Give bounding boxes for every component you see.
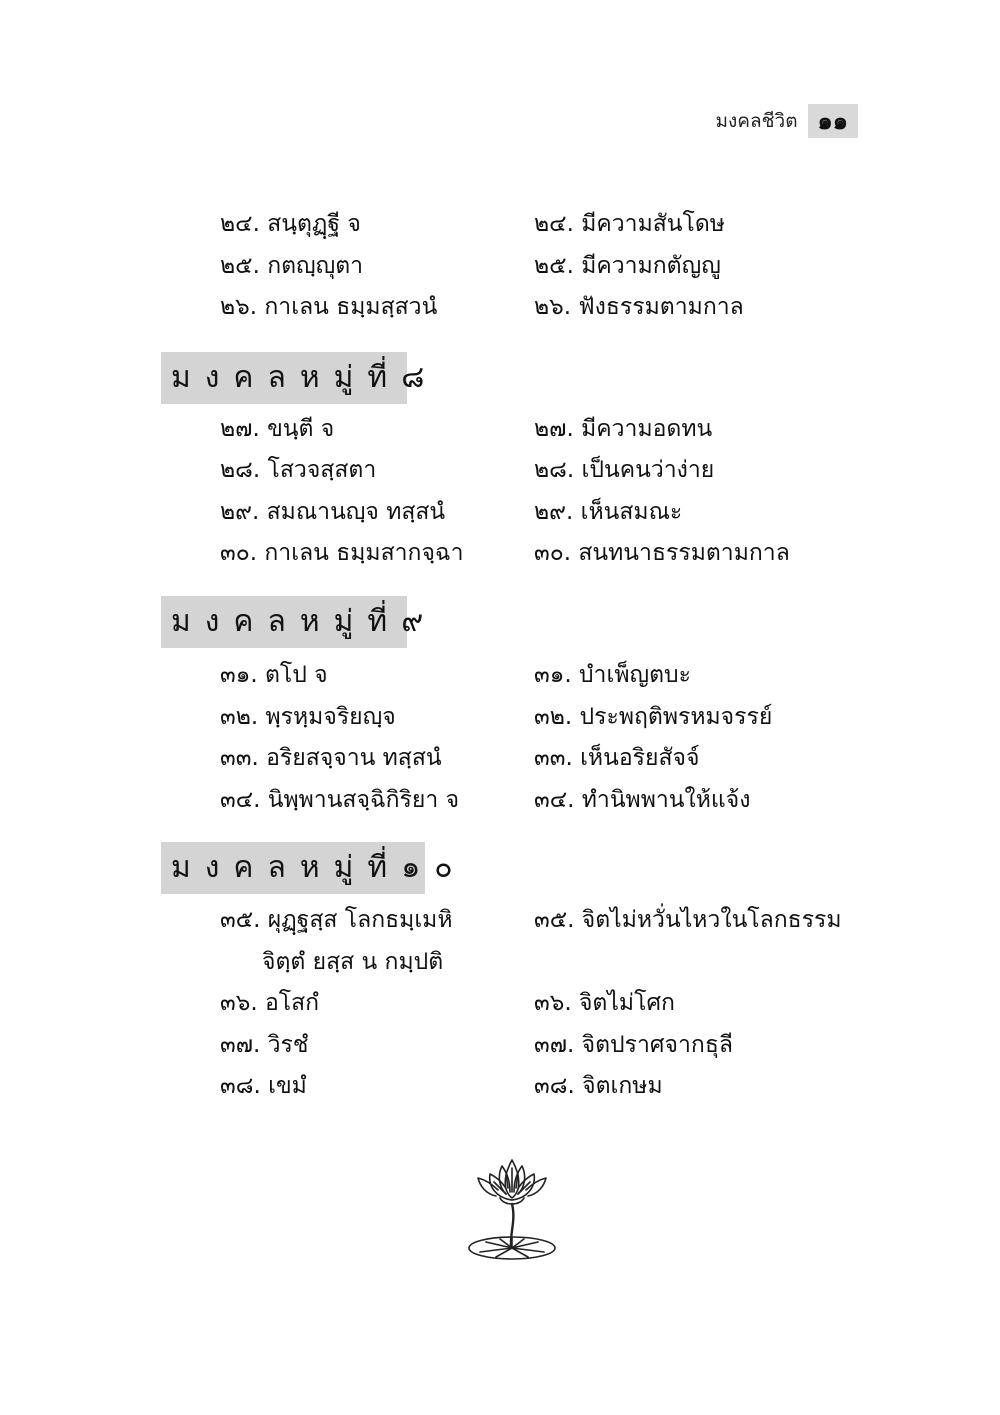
pali-text: ๓๗. วิรชํ <box>220 1032 309 1058</box>
pali-text: ๒๕. กตญฺญุตา <box>220 253 364 279</box>
page-header <box>715 104 858 138</box>
pali-text: ๓๓. อริยสจฺจาน ทสฺสนํ <box>220 745 442 771</box>
verse-row <box>0 983 1000 1023</box>
verse-row <box>0 246 1000 286</box>
verse-row <box>0 533 1000 573</box>
pali-text: ๒๙. สมณานญฺจ ทสฺสนํ <box>220 499 446 525</box>
thai-text: ๓๑. บำเพ็ญตบะ <box>534 662 691 688</box>
verse-row <box>0 409 1000 449</box>
verse-row-continuation <box>0 942 1000 982</box>
thai-text: ๓๗. จิตปราศจากธุลี <box>534 1032 733 1058</box>
thai-text: ๒๘. เป็นคนว่าง่าย <box>534 457 715 483</box>
verse-row <box>0 1066 1000 1106</box>
thai-text: ๓๖. จิตไม่โศก <box>534 990 675 1016</box>
verse-row <box>0 492 1000 532</box>
running-title: มงคลชีวิต <box>715 110 798 132</box>
thai-text: ๒๔. มีความสันโดษ <box>534 211 725 237</box>
verse-row <box>0 697 1000 737</box>
pali-text: ๒๔. สนฺตุฏฺฐี จ <box>220 211 361 237</box>
verse-row <box>0 450 1000 490</box>
thai-text: ๓๓. เห็นอริยสัจจ์ <box>534 745 700 771</box>
thai-text: ๒๖. ฟังธรรมตามกาล <box>534 294 744 320</box>
pali-text: ๓๕. ผุฏฺฐสฺส โลกธมฺเมหิ <box>220 907 453 933</box>
verse-row <box>0 655 1000 695</box>
thai-text: ๓๐. สนทนาธรรมตามกาล <box>534 540 790 566</box>
group-heading-9: มงคลหมู่ที่๙ <box>161 596 407 648</box>
pali-text: ๓๔. นิพฺพานสจฺฉิกิริยา จ <box>220 787 460 813</box>
pali-text: ๓๐. กาเลน ธมฺมสากจฺฉา <box>220 540 464 566</box>
pali-text: ๒๖. กาเลน ธมฺมสฺสวนํ <box>220 294 438 320</box>
thai-text: ๒๙. เห็นสมณะ <box>534 499 683 525</box>
thai-text: ๓๔. ทำนิพพานให้แจ้ง <box>534 787 751 813</box>
thai-text: ๓๒. ประพฤติพรหมจรรย์ <box>534 704 773 730</box>
verse-row <box>0 287 1000 327</box>
thai-text: ๓๘. จิตเกษม <box>534 1073 663 1099</box>
pali-text: ๓๑. ตโป จ <box>220 662 328 688</box>
lotus-icon <box>466 1152 558 1264</box>
pali-text: ๓๖. อโสกํ <box>220 990 320 1016</box>
verse-row <box>0 1025 1000 1065</box>
group-heading-10: มงคลหมู่ที่๑๐ <box>161 842 425 894</box>
page-number: ๑๑ <box>808 104 858 138</box>
group-heading-8: มงคลหมู่ที่๘ <box>161 352 407 404</box>
verse-row <box>0 900 1000 940</box>
pali-text: ๒๘. โสวจสฺสตา <box>220 457 377 483</box>
verse-row <box>0 738 1000 778</box>
thai-text: ๒๕. มีความกตัญญู <box>534 253 721 279</box>
pali-text: จิตฺตํ ยสฺส น กมฺปติ <box>262 949 444 975</box>
pali-text: ๓๒. พฺรหฺมจริยญฺจ <box>220 704 396 730</box>
pali-text: ๓๘. เขมํ <box>220 1073 307 1099</box>
verse-row <box>0 780 1000 820</box>
thai-text: ๓๕. จิตไม่หวั่นไหวในโลกธรรม <box>534 907 842 933</box>
verse-row <box>0 204 1000 244</box>
thai-text: ๒๗. มีความอดทน <box>534 416 713 442</box>
pali-text: ๒๗. ขนฺตี จ <box>220 416 335 442</box>
